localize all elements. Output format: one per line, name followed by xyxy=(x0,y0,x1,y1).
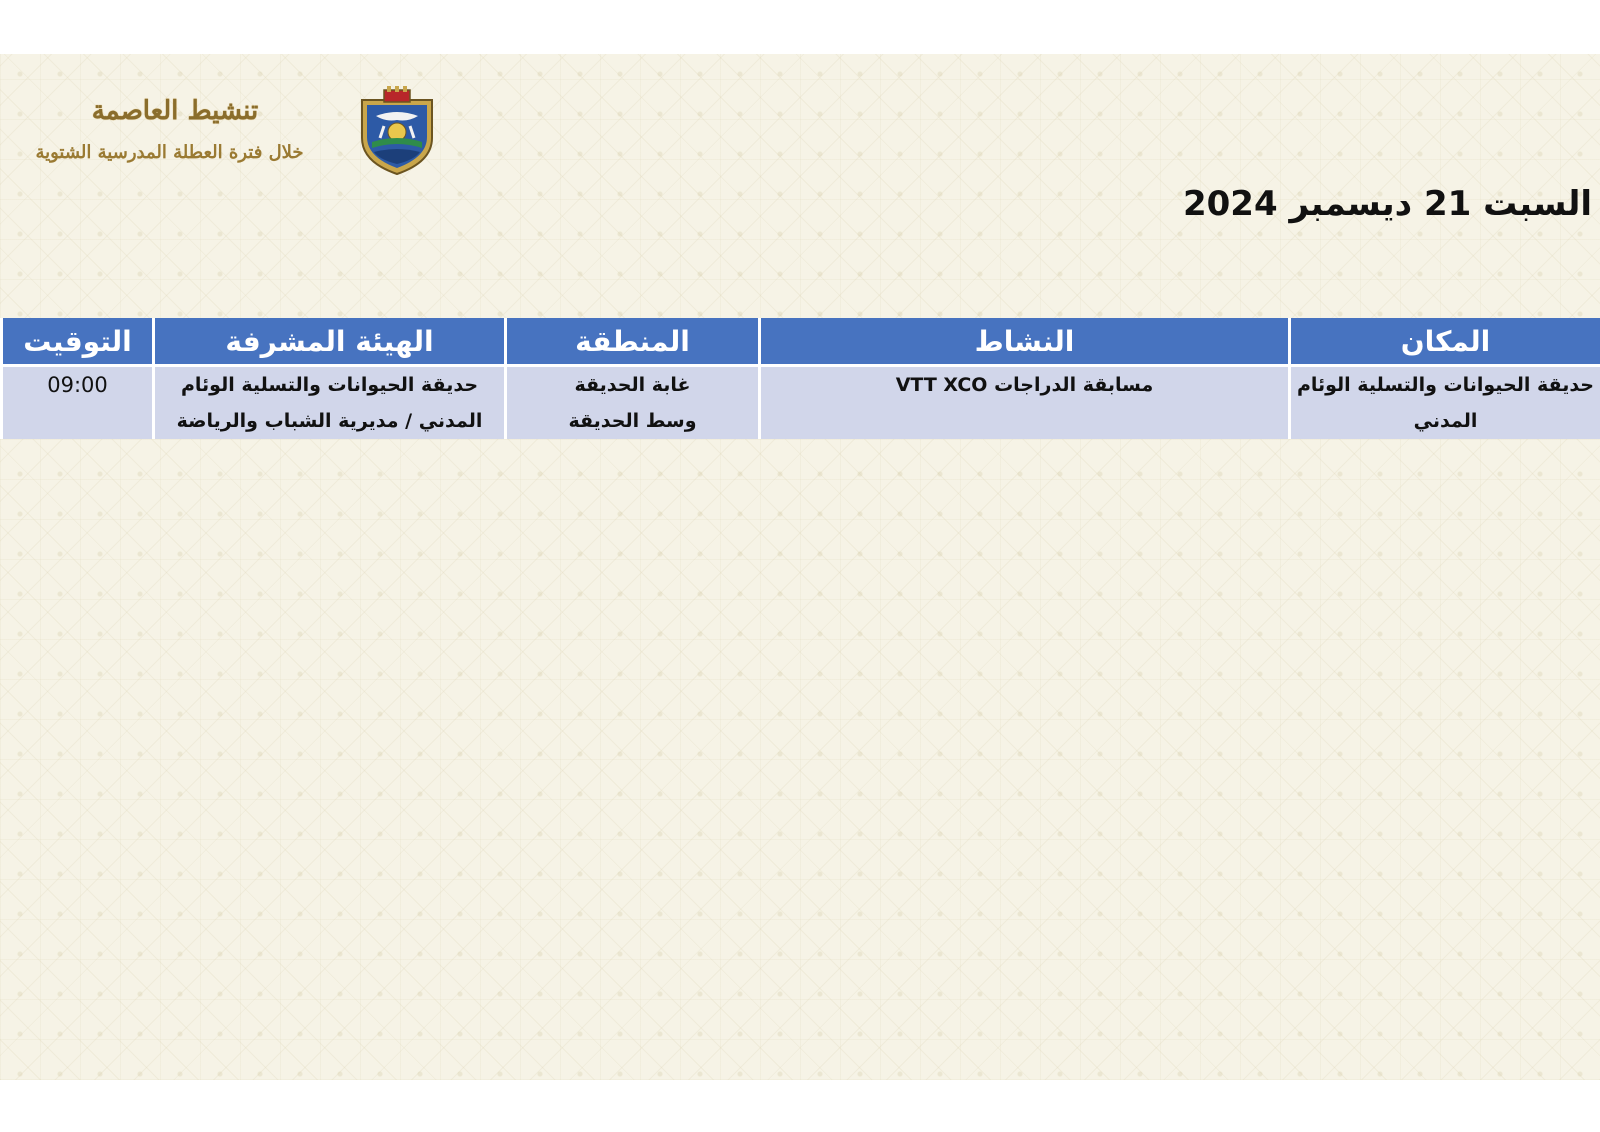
column-header-organizer: الهيئة المشرفة xyxy=(154,318,506,366)
wilaya-emblem-icon xyxy=(356,86,438,176)
column-header-zone: المنطقة xyxy=(506,318,760,366)
cell-activity-line: مسابقة الدراجات VTT XCO xyxy=(895,374,1154,396)
cell-place xyxy=(1290,366,1600,440)
schedule-table xyxy=(0,318,1600,439)
date-heading: السبت 21 ديسمبر 2024 xyxy=(1182,184,1592,224)
brand-subtitle: خلال فترة العطلة المدرسية الشتوية xyxy=(35,142,304,163)
cell-place-line: حديقة الحيوانات والتسلية الوئام xyxy=(1296,374,1594,396)
cell-zone-line: غابة الحديقة xyxy=(574,374,691,396)
cell-organizer-line: المدني / مديرية الشباب والرياضة xyxy=(176,410,483,432)
cell-organizer xyxy=(154,366,506,440)
cell-zone xyxy=(506,366,760,440)
column-header-activity: النشاط xyxy=(760,318,1290,366)
cell-time-line: 09:00 xyxy=(47,373,108,397)
cell-place-line: المدني xyxy=(1413,410,1478,432)
cell-activity xyxy=(760,366,1290,440)
column-header-place: المكان xyxy=(1290,318,1600,366)
cell-time xyxy=(2,366,154,440)
table-row xyxy=(2,366,1600,440)
cell-zone-line: وسط الحديقة xyxy=(568,410,697,432)
column-header-time: التوقيت xyxy=(2,318,154,366)
table-header-row xyxy=(2,318,1600,366)
brand-title: تنشيط العاصمة xyxy=(91,96,259,126)
cell-organizer-line: حديقة الحيوانات والتسلية الوئام xyxy=(180,374,479,396)
